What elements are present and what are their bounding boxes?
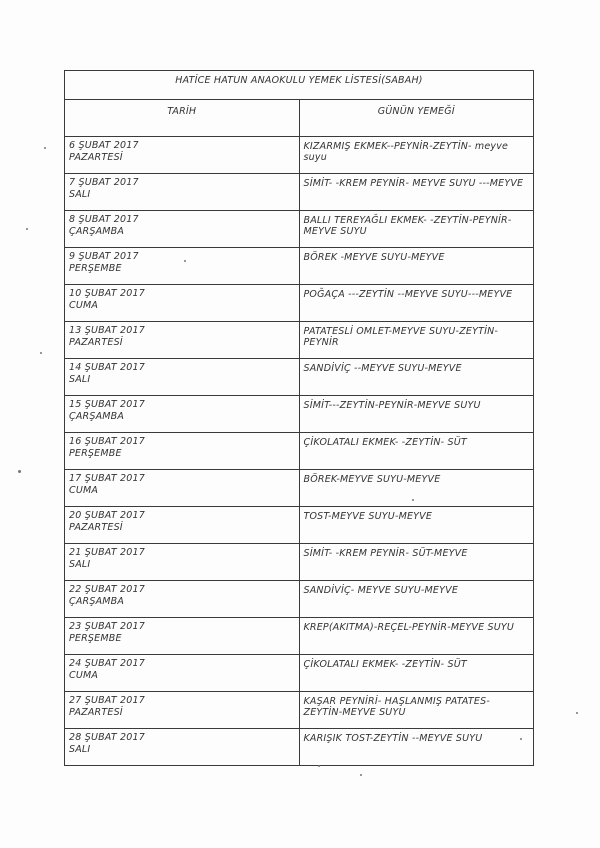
meal-cell: BÖREK-MEYVE SUYU-MEYVE: [299, 470, 534, 507]
weekday-text: PERŞEMBE: [69, 633, 122, 644]
weekday-text: PAZARTESİ: [69, 707, 123, 718]
date-cell: [65, 137, 300, 174]
date-cell: [65, 433, 300, 470]
table-row: [65, 396, 534, 433]
weekday-text: PAZARTESİ: [69, 522, 123, 533]
table-row: [65, 211, 534, 248]
date-text: 28 ŞUBAT 2017: [69, 732, 146, 743]
date-cell: [65, 544, 300, 581]
date-cell: [65, 322, 300, 359]
date-cell: [65, 729, 300, 766]
breakfast-menu-table: [64, 70, 534, 766]
scan-speck: [576, 712, 578, 714]
date-cell: [65, 581, 300, 618]
weekday-text: PERŞEMBE: [69, 263, 122, 274]
scan-speck: [44, 147, 46, 149]
column-header-date: TARİH: [65, 100, 300, 137]
scan-speck: [18, 470, 21, 473]
scan-speck: [412, 499, 414, 501]
weekday-text: CUMA: [69, 485, 99, 496]
scan-speck: [184, 260, 186, 262]
table-row: [65, 137, 534, 174]
date-cell: [65, 248, 300, 285]
table-row: [65, 322, 534, 359]
weekday-text: SALI: [69, 374, 91, 385]
header-row: [65, 100, 534, 137]
date-text: 21 ŞUBAT 2017: [69, 547, 146, 558]
scan-speck: [40, 352, 42, 354]
table-row: [65, 581, 534, 618]
meal-cell: SİMİT- -KREM PEYNİR- MEYVE SUYU ---MEYVE: [299, 174, 534, 211]
meal-cell: KIZARMIŞ EKMEK--PEYNİR-ZEYTİN- meyve suyu: [299, 137, 534, 174]
date-text: 20 ŞUBAT 2017: [69, 510, 146, 521]
column-header-meal: GÜNÜN YEMEĞİ: [299, 100, 534, 137]
date-cell: [65, 396, 300, 433]
date-text: 15 ŞUBAT 2017: [69, 399, 146, 410]
table-row: [65, 729, 534, 766]
date-text: 6 ŞUBAT 2017: [69, 140, 139, 151]
meal-cell: PATATESLİ OMLET-MEYVE SUYU-ZEYTİN-PEYNİR: [299, 322, 534, 359]
date-text: 27 ŞUBAT 2017: [69, 695, 146, 706]
table-row: [65, 433, 534, 470]
table-row: [65, 544, 534, 581]
date-text: 17 ŞUBAT 2017: [69, 473, 146, 484]
date-text: 9 ŞUBAT 2017: [69, 251, 139, 262]
date-text: 8 ŞUBAT 2017: [69, 214, 139, 225]
weekday-text: CUMA: [69, 670, 99, 681]
table-row: [65, 174, 534, 211]
meal-cell: SANDİVİÇ- MEYVE SUYU-MEYVE: [299, 581, 534, 618]
table-row: [65, 692, 534, 729]
meal-cell: TOST-MEYVE SUYU-MEYVE: [299, 507, 534, 544]
date-cell: [65, 618, 300, 655]
scan-speck: [26, 228, 28, 230]
meal-cell: KAŞAR PEYNİRİ- HAŞLANMIŞ PATATES- ZEYTİN-MEYVE SUYU: [299, 692, 534, 729]
meal-cell: ÇİKOLATALI EKMEK- -ZEYTİN- SÜT: [299, 433, 534, 470]
weekday-text: PAZARTESİ: [69, 152, 123, 163]
weekday-text: ÇARŞAMBA: [69, 226, 125, 237]
document-title: [65, 71, 534, 100]
weekday-text: PAZARTESİ: [69, 337, 123, 348]
meal-cell: POĞAÇA ---ZEYTİN --MEYVE SUYU---MEYVE: [299, 285, 534, 322]
date-cell: [65, 655, 300, 692]
meal-cell: BÖREK -MEYVE SUYU-MEYVE: [299, 248, 534, 285]
meal-cell: SİMİT---ZEYTİN-PEYNİR-MEYVE SUYU: [299, 396, 534, 433]
table-row: [65, 285, 534, 322]
table-row: [65, 618, 534, 655]
date-cell: [65, 692, 300, 729]
table-row: [65, 470, 534, 507]
date-text: 7 ŞUBAT 2017: [69, 177, 139, 188]
weekday-text: SALI: [69, 559, 91, 570]
weekday-text: SALI: [69, 744, 91, 755]
weekday-text: ÇARŞAMBA: [69, 411, 125, 422]
date-cell: [65, 211, 300, 248]
table-row: [65, 655, 534, 692]
meal-cell: BALLI TEREYAĞLI EKMEK- -ZEYTİN-PEYNİR- MEYVE SUYU: [299, 211, 534, 248]
weekday-text: CUMA: [69, 300, 99, 311]
meal-cell: SİMİT- -KREM PEYNİR- SÜT-MEYVE: [299, 544, 534, 581]
date-text: 23 ŞUBAT 2017: [69, 621, 146, 632]
date-cell: [65, 507, 300, 544]
date-text: 24 ŞUBAT 2017: [69, 658, 146, 669]
meal-cell: KARIŞIK TOST-ZEYTİN --MEYVE SUYU: [299, 729, 534, 766]
meal-cell: KREP(AKITMA)-REÇEL-PEYNİR-MEYVE SUYU: [299, 618, 534, 655]
date-cell: [65, 359, 300, 396]
date-text: 10 ŞUBAT 2017: [69, 288, 146, 299]
scan-speck: [318, 765, 320, 767]
date-cell: [65, 174, 300, 211]
title-row: [65, 71, 534, 100]
date-text: 22 ŞUBAT 2017: [69, 584, 146, 595]
scan-speck: [360, 774, 362, 776]
table-row: [65, 248, 534, 285]
table-row: [65, 507, 534, 544]
table-row: [65, 359, 534, 396]
date-cell: [65, 285, 300, 322]
date-text: 16 ŞUBAT 2017: [69, 436, 146, 447]
weekday-text: PERŞEMBE: [69, 448, 122, 459]
document-title-text: HATİCE HATUN ANAOKULU YEMEK LİSTESİ(SABAH): [175, 74, 423, 86]
weekday-text: SALI: [69, 189, 91, 200]
weekday-text: ÇARŞAMBA: [69, 596, 125, 607]
meal-cell: SANDİVİÇ --MEYVE SUYU-MEYVE: [299, 359, 534, 396]
scan-speck: [520, 738, 522, 740]
date-text: 14 ŞUBAT 2017: [69, 362, 146, 373]
date-text: 13 ŞUBAT 2017: [69, 325, 146, 336]
meal-cell: ÇİKOLATALI EKMEK- -ZEYTİN- SÜT: [299, 655, 534, 692]
date-cell: [65, 470, 300, 507]
